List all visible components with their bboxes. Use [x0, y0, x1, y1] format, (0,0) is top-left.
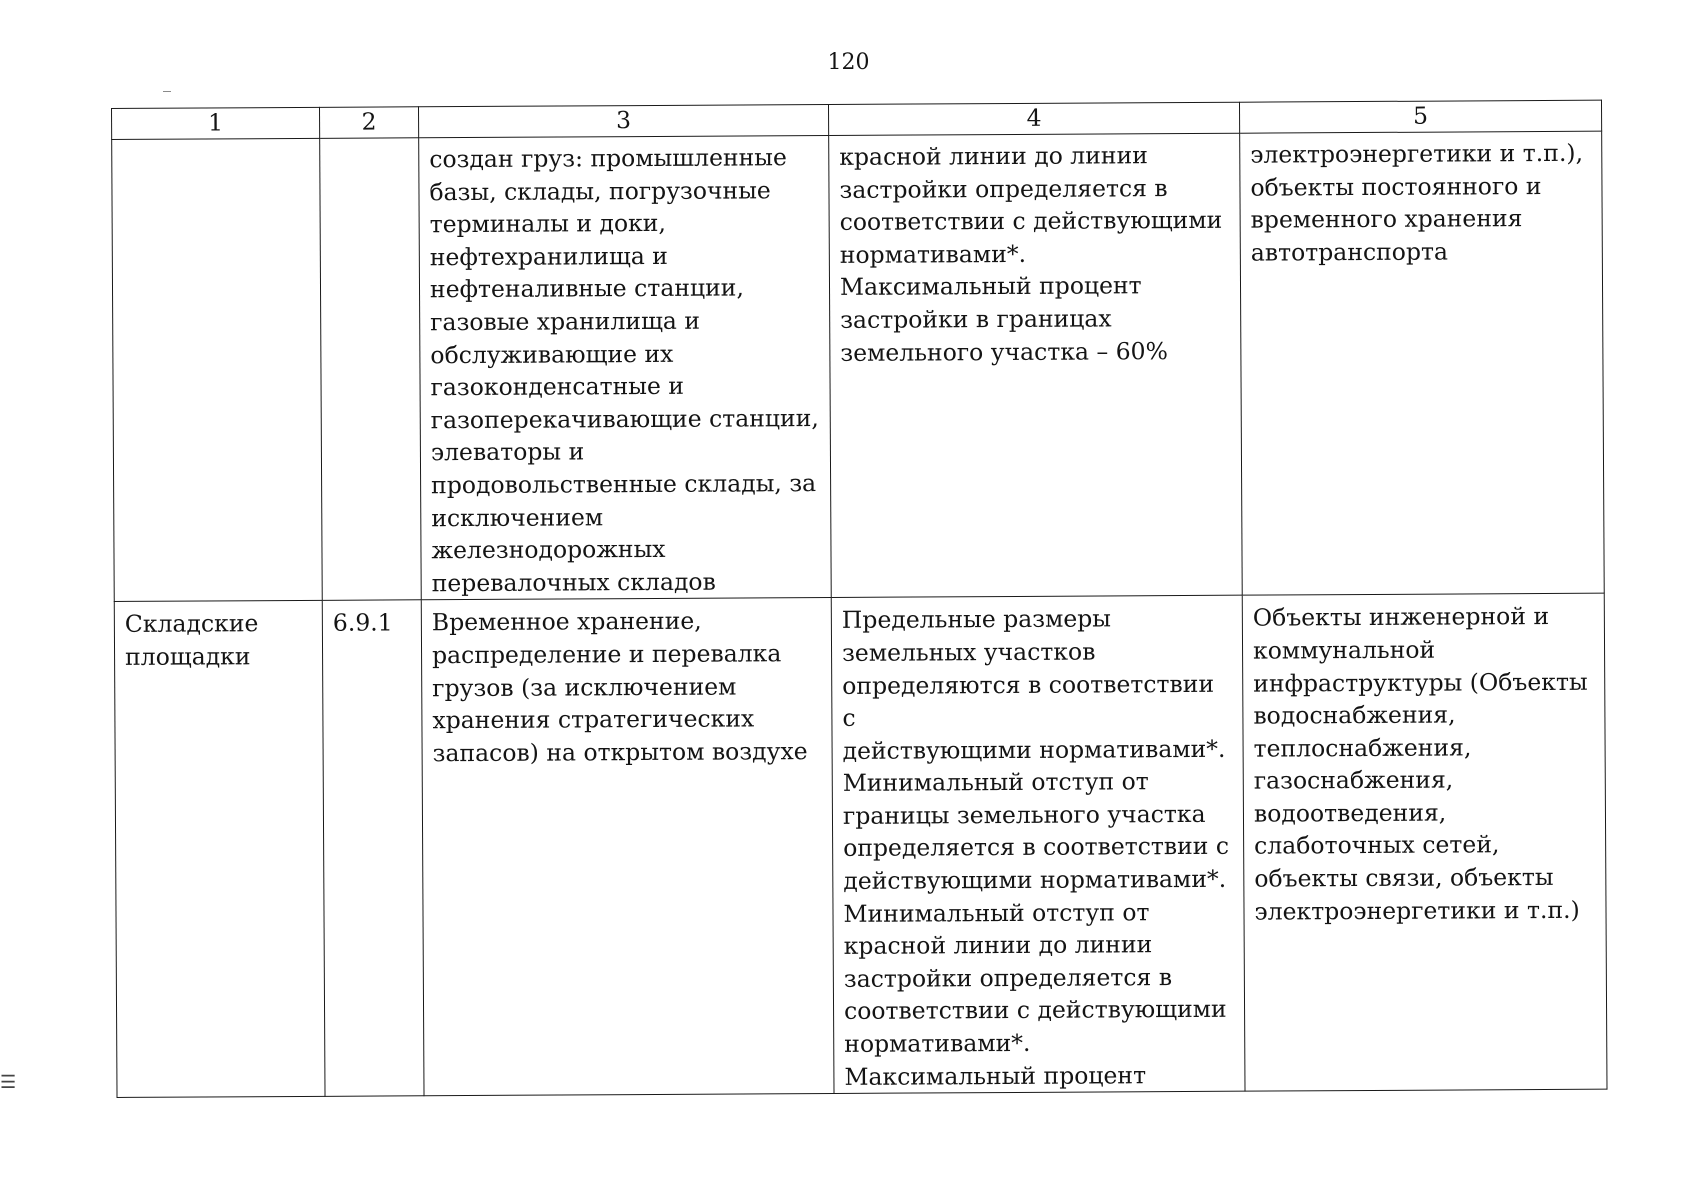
regulations-table — [111, 100, 1608, 1099]
cell-use-description: Временное хранение, распределение и перевалка грузов (за исключением хранения стратегических запасов) на открытом воздухе — [421, 598, 834, 1096]
cell-use-name: Складские площадки — [114, 601, 325, 1098]
scan-artifact — [163, 91, 171, 92]
column-header-3: 3 — [418, 104, 828, 137]
cell-use-code — [320, 138, 422, 601]
page-number: 120 — [827, 50, 870, 75]
column-header-1: 1 — [112, 107, 320, 139]
cell-parameters: Предельные размеры земельных участков определяются в соответствии с действующими нормативами*. Минимальный отступ от границы земельного участка определяется в соответствии с действующими нормативами*. Минимальный отступ от красной линии до линии застройки определяется в соответствии с действующими нормативами*. Максимальный процент — [831, 596, 1245, 1094]
table-row — [112, 131, 1605, 602]
cell-use-name — [112, 138, 323, 601]
cell-auxiliary-uses: электроэнергетики и т.п.), объекты постоянного и временного хранения автотранспорта — [1240, 131, 1605, 595]
column-header-2: 2 — [319, 107, 418, 139]
cell-parameters: красной линии до линии застройки определяется в соответствии с действующими нормативами*. Максимальный процент застройки в границах земельного участка – 60% — [829, 133, 1243, 598]
edge-mark-icon: ☰ — [0, 1072, 17, 1093]
column-header-5: 5 — [1239, 100, 1601, 133]
table-row — [114, 593, 1607, 1097]
cell-auxiliary-uses: Объекты инженерной и коммунальной инфраструктуры (Объекты водоснабжения, теплоснабжения, газоснабжения, водоотведения, слаботочных сетей, объекты связи, объекты электроэнергетики и т.п.) — [1242, 593, 1607, 1091]
column-header-4: 4 — [828, 102, 1239, 135]
cell-use-description: создан груз: промышленные базы, склады, погрузочные терминалы и доки, нефтехранилища и нефтеналивные станции, газовые хранилища и обслуживающие их газоконденсатные и газоперекачивающие станции, элеваторы и продовольственные склады, за исключением железнодорожных перевалочных складов — [419, 135, 832, 600]
cell-use-code: 6.9.1 — [322, 600, 424, 1096]
